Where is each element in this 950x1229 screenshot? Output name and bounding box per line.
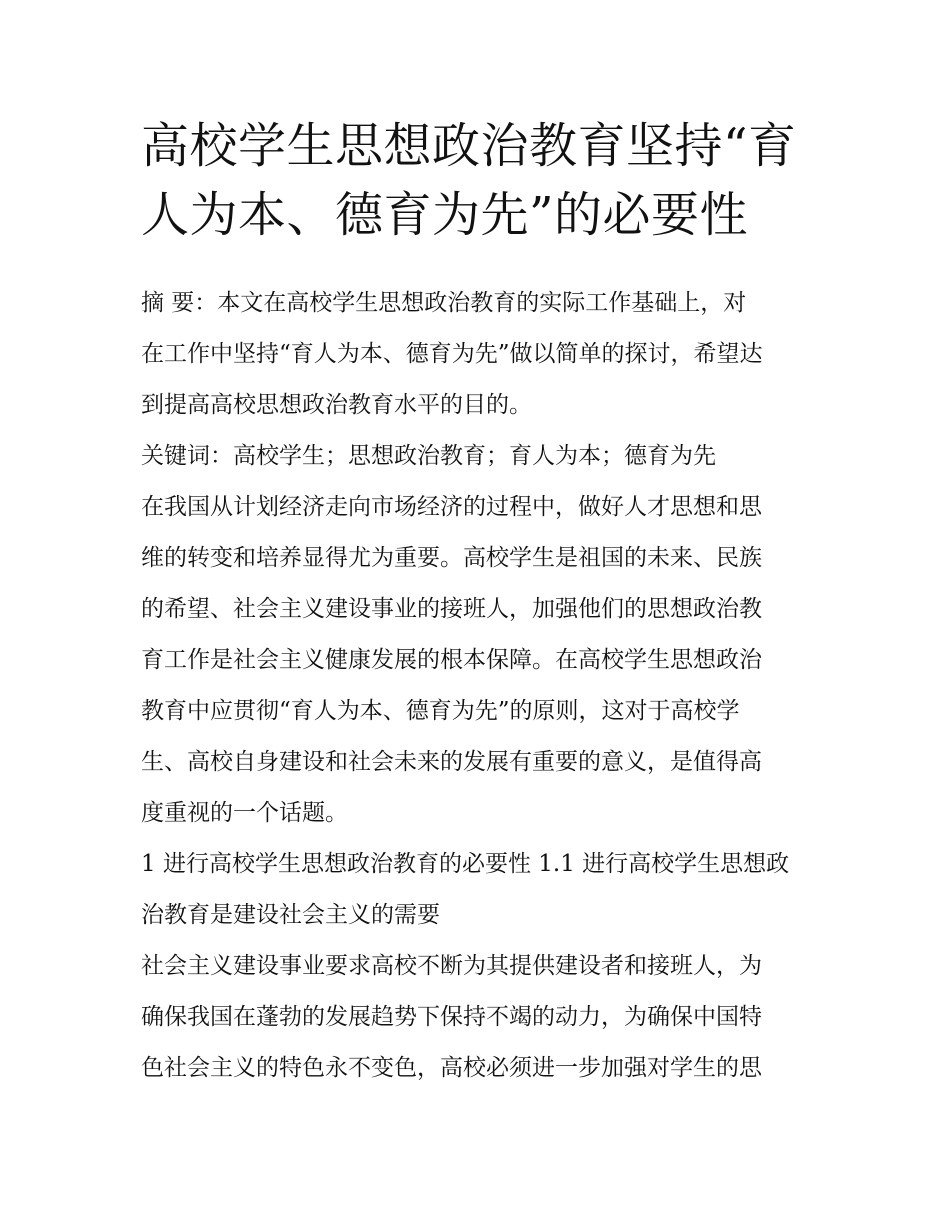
document-content [141,112,816,1094]
section-heading: 1 进行高校学生思想政治教育的必要性 1.1 进行高校学生思想政 治教育是建设社会主义的需要 [141,851,790,928]
keywords-line: 关键词：高校学生；思想政治教育；育人为本；德育为先 [141,443,716,469]
intro-paragraph: 在我国从计划经济走向市场经济的过程中，做好人才思想和思 维的转变和培养显得尤为重要。高校学生是祖国的未来、民族 的希望、社会主义建设事业的接班人，加强他们的思想政治教 育工作是社会主义健康发展的根本保障。在高校学生思想政治 教育中应贯彻“育人为本、德育为先”的原则，这对于高校学 生、高校自身建设和社会未来的发展有重要的意义，是值得高 度重视的一个话题。 [141,494,762,826]
document-title: 高校学生思想政治教育坚持“育 人为本、德育为先”的必要性 [141,118,797,243]
section-body-paragraph: 社会主义建设事业要求高校不断为其提供建设者和接班人，为 确保我国在蓬勃的发展趋势下保持不竭的动力，为确保中国特 色社会主义的特色永不变色，高校必须进一步加强对学生的思 [141,953,762,1081]
abstract-paragraph: 摘 要：本文在高校学生思想政治教育的实际工作基础上，对 在工作中坚持“育人为本、德育为先”做以简单的探讨，希望达 到提高高校思想政治教育水平的目的。 [141,290,763,418]
